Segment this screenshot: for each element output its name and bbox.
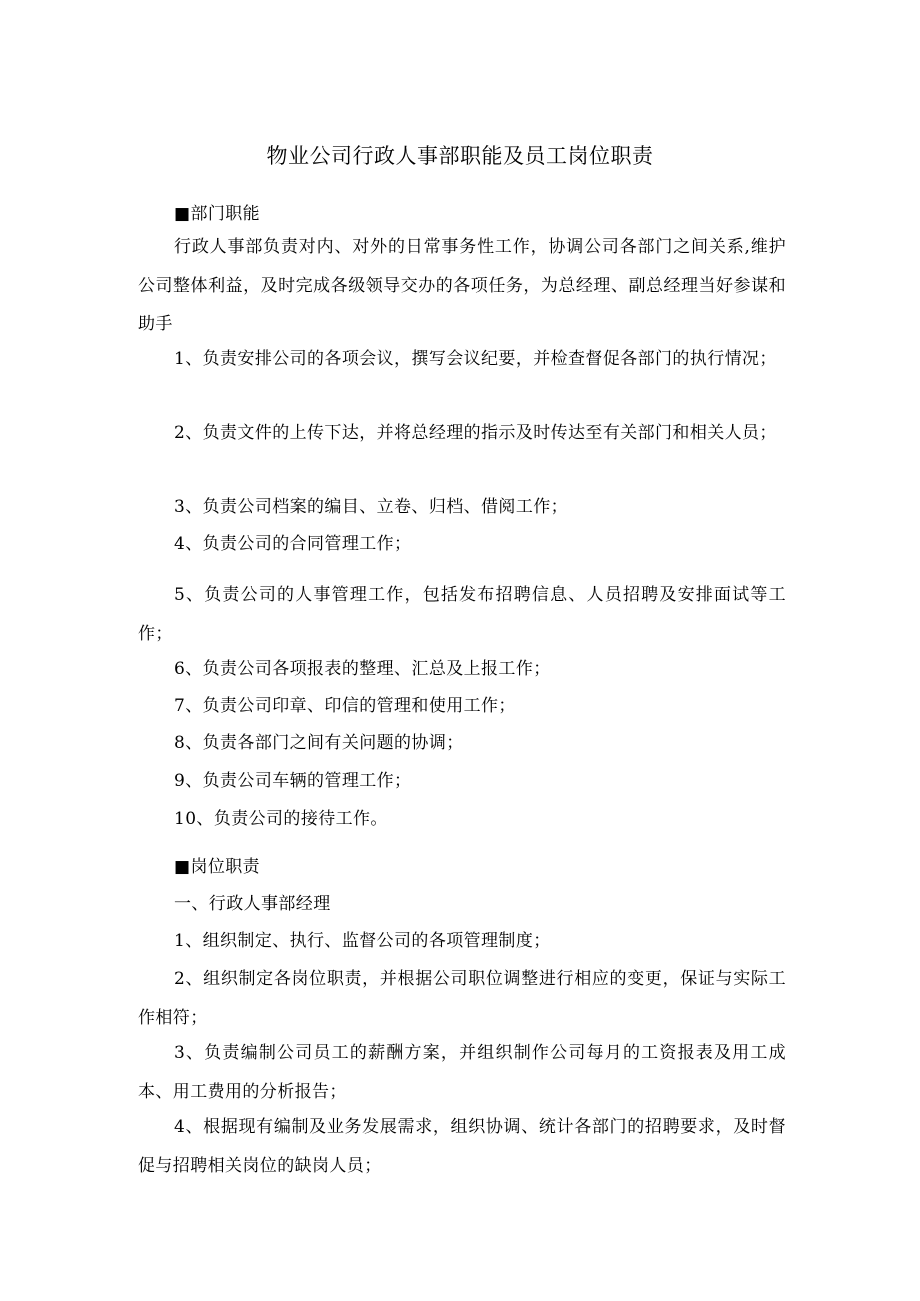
department-function-item-9: 9、负责公司车辆的管理工作； [174,771,412,791]
post-duty-item-3: 3、负责编制公司员工的薪酬方案，并组织制作公司每月的工资报表及用工成本、用工费用的分析报告； [138,1043,786,1102]
post-duty-item-1: 1、组织制定、执行、监督公司的各项管理制度； [174,931,551,951]
document-title: 物业公司行政人事部职能及员工岗位职责 [266,144,654,168]
department-function-item-5: 5、负责公司的人事管理工作，包括发布招聘信息、人员招聘及安排面试等工作； [138,585,786,644]
department-function-item-8: 8、负责各部门之间有关问题的协调； [174,733,464,753]
section-heading-post-duties: ■岗位职责 [174,857,261,877]
department-intro-paragraph: 行政人事部负责对内、对外的日常事务性工作，协调公司各部门之间关系,维护公司整体利益，及时完成各级领导交办的各项任务，为总经理、副总经理当好参谋和助手 [138,237,786,334]
section-heading-department-functions: ■部门职能 [174,204,261,224]
department-function-item-4: 4、负责公司的合同管理工作； [174,534,412,554]
department-function-item-7: 7、负责公司印章、印信的管理和使用工作； [174,696,516,716]
department-function-item-10: 10、负责公司的接待工作。 [174,809,388,829]
department-function-item-3: 3、负责公司档案的编目、立卷、归档、借阅工作； [174,497,569,517]
post-subheading-manager: 一、行政人事部经理 [174,894,331,914]
post-duty-item-2: 2、组织制定各岗位职责，并根据公司职位调整进行相应的变更，保证与实际工作相符； [138,969,786,1028]
department-function-item-2: 2、负责文件的上传下达，并将总经理的指示及时传达至有关部门和相关人员； [174,423,777,443]
department-function-item-6: 6、负责公司各项报表的整理、汇总及上报工作； [174,659,551,679]
post-duty-item-4: 4、根据现有编制及业务发展需求，组织协调、统计各部门的招聘要求，及时督促与招聘相关岗位的缺岗人员； [138,1117,786,1176]
department-function-item-1: 1、负责安排公司的各项会议，撰写会议纪要，并检查督促各部门的执行情况； [174,349,777,369]
